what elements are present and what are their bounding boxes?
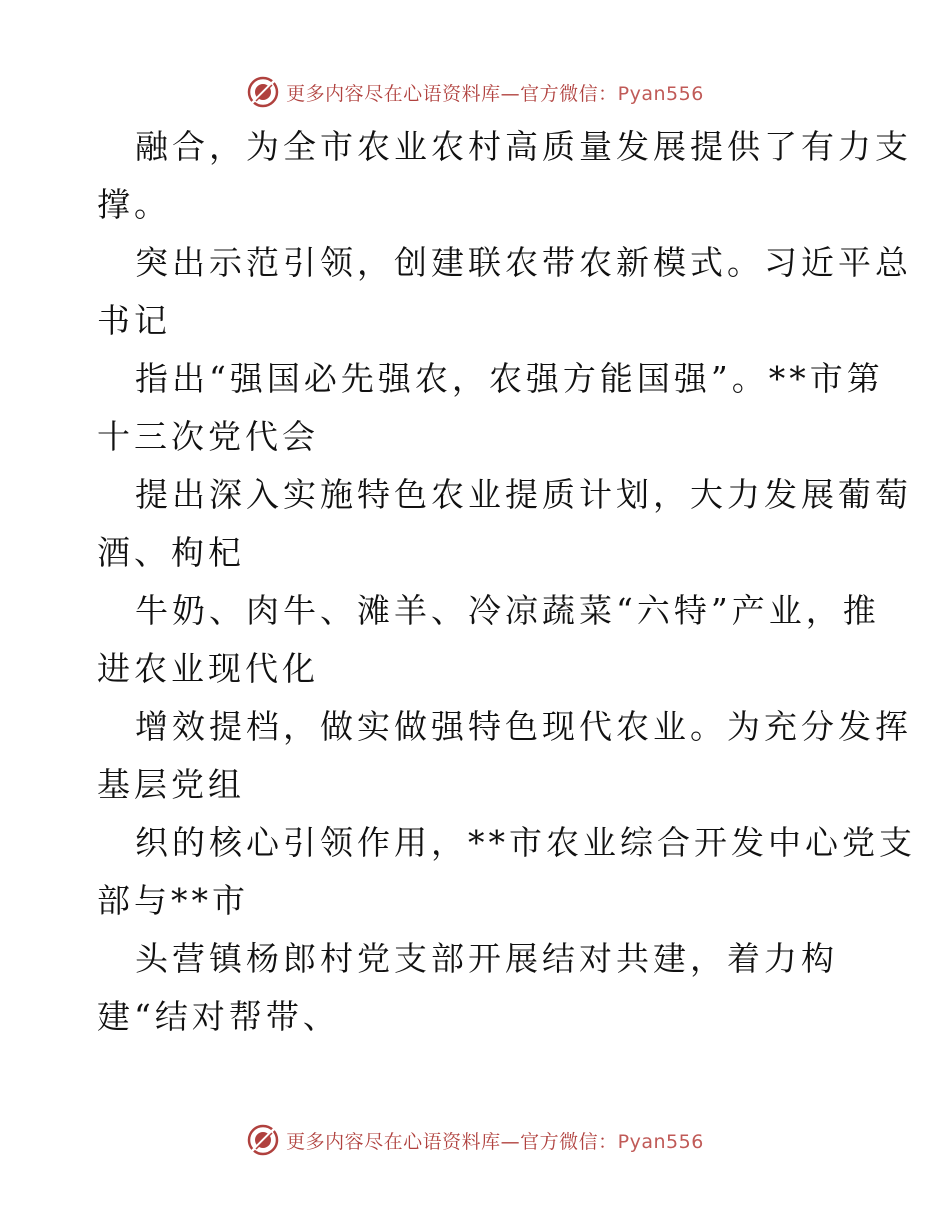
body-text-line: 进农业现代化 [97, 649, 319, 688]
body-text-line: 提出深入实施特色农业提质计划，大力发展葡萄 [135, 475, 912, 514]
body-text-line: 牛奶、肉牛、滩羊、冷凉蔬菜“六特”产业，推 [135, 591, 880, 630]
body-text-line: 建“结对帮带、 [97, 997, 340, 1036]
header-watermark [0, 72, 950, 112]
body-text-line: 指出“强国必先强农，农强方能国强”。**市第 [135, 359, 884, 398]
body-text-line: 基层党组 [97, 765, 245, 804]
document-body [97, 118, 916, 1046]
body-text-line: 织的核心引领作用，**市农业综合开发中心党支 [135, 823, 916, 862]
body-text-line: 融合，为全市农业农村高质量发展提供了有力支 [135, 127, 912, 166]
body-text-line: 酒、枸杞 [97, 533, 245, 572]
wechat-id: Pyan556 [617, 1130, 704, 1153]
body-text-line: 书记 [97, 301, 171, 340]
wechat-id: Pyan556 [617, 82, 704, 105]
watermark-text: 更多内容尽在心语资料库—官方微信：Pyan556 [286, 1130, 704, 1153]
body-text-line: 十三次党代会 [97, 417, 319, 456]
body-text-line: 头营镇杨郎村党支部开展结对共建，着力构 [135, 939, 838, 978]
body-text-line: 增效提档，做实做强特色现代农业。为充分发挥 [135, 707, 912, 746]
body-text-line: 部与**市 [97, 881, 249, 920]
red-seal-logo-icon [246, 1123, 280, 1157]
body-text-line: 突出示范引领，创建联农带农新模式。习近平总 [135, 243, 912, 282]
red-seal-logo-icon [246, 75, 280, 109]
footer-watermark [0, 1120, 950, 1160]
watermark-text: 更多内容尽在心语资料库—官方微信：Pyan556 [286, 82, 704, 105]
body-text-line: 撑。 [97, 185, 171, 224]
